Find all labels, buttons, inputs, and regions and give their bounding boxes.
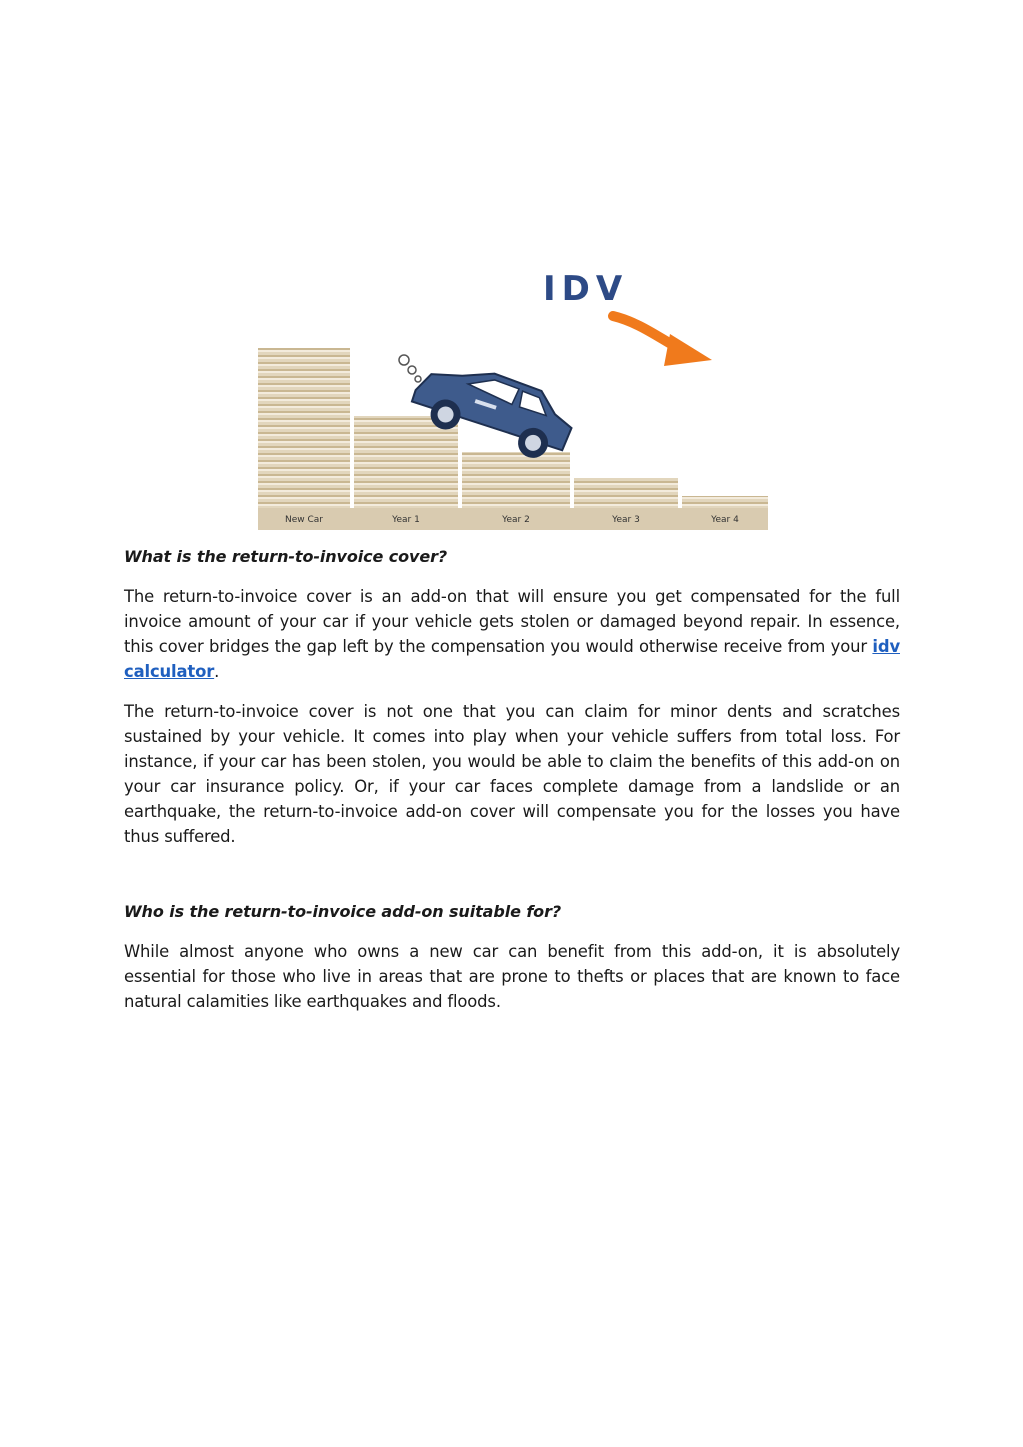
paragraph-total-loss: The return-to-invoice cover is not one that you can claim for minor dents and scratches sustained by your vehicle. It comes into play when your vehicle suffers from total loss. For instance, if your car has been stolen, you would be able to claim the benefits of this add-on on your car insurance policy. Or, if your car faces complete damage from a landslide or an earthquake, the return-to-invoice add-on cover will compensate you for the losses you have thus suffered. xyxy=(124,702,900,846)
coin-stack-year-2 xyxy=(462,452,570,508)
idv-illustration-svg xyxy=(258,252,768,532)
idv-title: IDV xyxy=(543,269,629,309)
paragraph-text: The return-to-invoice cover is an add-on that will ensure you get compensated for the full invoice amount of your car if your vehicle gets stolen or damaged beyond repair. In essence, this cover bridges the gap left by the compensation you would otherwise receive from your xyxy=(124,587,900,656)
down-arrow-icon xyxy=(613,316,712,366)
coin-stack-year-3 xyxy=(574,478,678,508)
coin-stacks xyxy=(258,348,768,530)
stack-label-year-3: Year 3 xyxy=(612,515,640,525)
article-body xyxy=(124,546,900,1014)
stack-label-year-4: Year 4 xyxy=(711,515,739,525)
paragraph-return-to-invoice-definition xyxy=(124,584,900,684)
coin-stack-year-4 xyxy=(682,496,768,508)
stack-label-year-2: Year 2 xyxy=(502,515,530,525)
paragraph-suitability: While almost anyone who owns a new car can benefit from this add-on, it is absolutely essential for those who live in areas that are prone to thefts or places that are known to face natural calamities like earthquakes and floods. xyxy=(124,942,900,1011)
idv-calculator-link[interactable]: idv calculator xyxy=(124,637,900,681)
section-heading-return-to-invoice: What is the return-to-invoice cover? xyxy=(124,547,448,566)
stack-label-year-1: Year 1 xyxy=(392,515,420,525)
coin-stack-year-1 xyxy=(354,416,458,508)
paragraph-text-end: . xyxy=(214,662,220,681)
idv-illustration xyxy=(258,252,768,532)
stack-label-new-car: New Car xyxy=(285,515,323,525)
exhaust-smoke-icon xyxy=(399,355,421,382)
section-heading-suitability: Who is the return-to-invoice add-on suitable for? xyxy=(124,902,562,921)
coin-stack-new-car xyxy=(258,348,350,508)
